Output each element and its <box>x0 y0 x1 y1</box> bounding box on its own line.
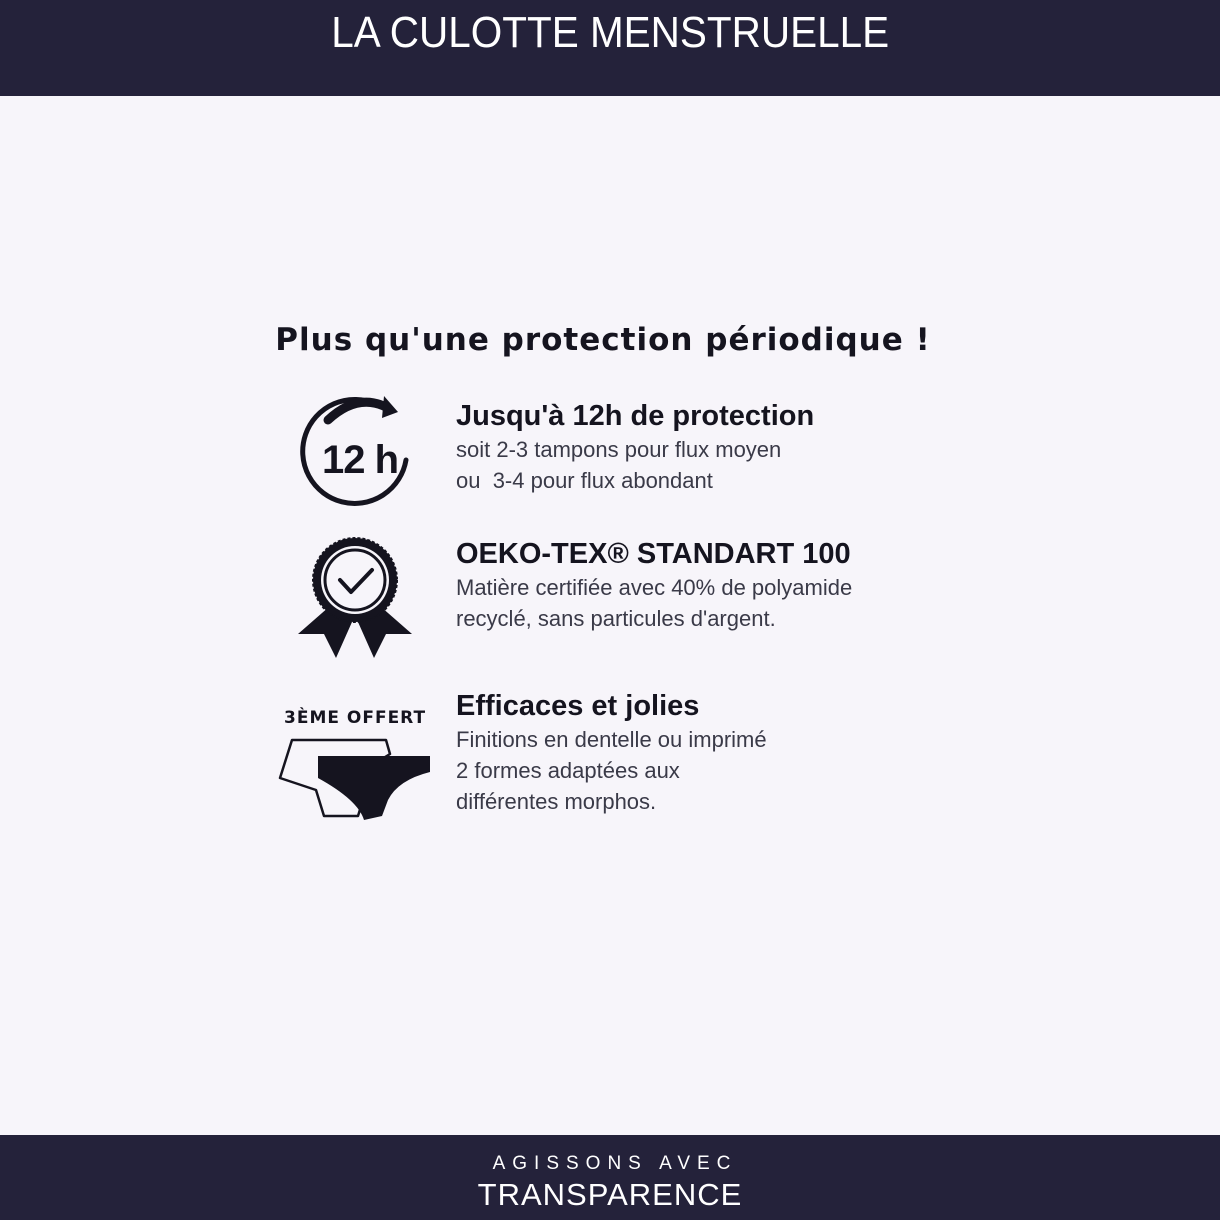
feature-title: Efficaces et jolies <box>456 690 700 722</box>
clock-12h-icon <box>298 390 414 510</box>
feature-line: ou 3-4 pour flux abondant <box>456 468 713 493</box>
feature-title: Jusqu'à 12h de protection <box>456 400 815 432</box>
headline: Plus qu'une protection périodique ! <box>275 322 931 358</box>
feature-line: 2 formes adaptées aux <box>456 758 680 783</box>
feature-design <box>456 688 936 817</box>
feature-line: différentes morphos. <box>456 789 657 814</box>
offer-label: 3ÈME OFFERT <box>284 708 427 728</box>
tagline-small: AGISSONS AVEC <box>492 1153 738 1174</box>
feature-oekotex <box>456 536 936 634</box>
clock-label: 12 h <box>321 438 399 482</box>
feature-protection <box>456 398 936 496</box>
briefs-icon <box>278 736 434 824</box>
feature-line: recyclé, sans particules d'argent. <box>456 606 776 631</box>
banner-title: LA CULOTTE MENSTRUELLE <box>331 8 889 57</box>
feature-line: Finitions en dentelle ou imprimé <box>456 727 767 752</box>
feature-line: Matière certifiée avec 40% de polyamide <box>456 575 853 600</box>
certified-badge-icon <box>296 534 414 660</box>
tagline-big: TRANSPARENCE <box>477 1177 743 1212</box>
feature-line: soit 2-3 tampons pour flux moyen <box>456 437 782 462</box>
bottom-banner <box>0 1135 1220 1220</box>
top-banner <box>0 0 1220 96</box>
feature-title: OEKO-TEX® STANDART 100 <box>456 538 851 570</box>
